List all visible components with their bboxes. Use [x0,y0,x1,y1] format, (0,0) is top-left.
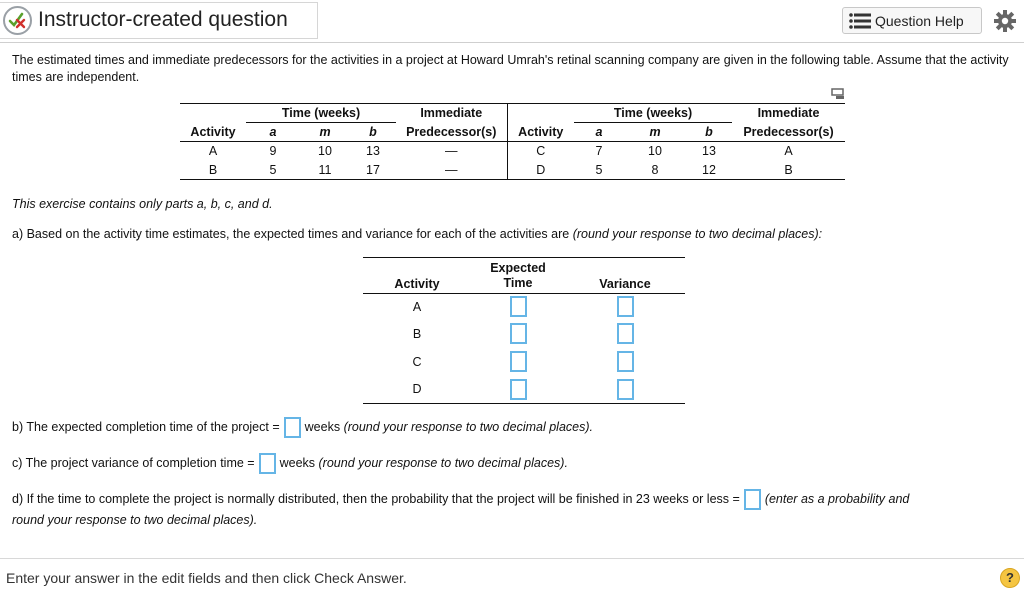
col-m-left: m [319,125,331,139]
part-a-text [12,227,822,241]
expected-time-input-a[interactable] [510,296,527,317]
a-cell: 9 [269,144,277,159]
question-help-label: Question Help [875,12,964,29]
table-row [363,294,685,320]
probability-input[interactable] [744,489,761,510]
time-header-right: Time (weeks) [574,104,732,123]
col-a-right: a [595,125,603,139]
part-b-question: b) The expected completion time of the project = [12,419,280,434]
part-d-question: d) If the time to complete the project is normally distributed, then the probability that the project will be finished in 23 weeks or less = [12,491,740,506]
table-row [363,320,685,348]
col-b-left: b [369,125,377,139]
m-cell: 10 [648,144,662,159]
pred-cell: A [784,144,793,159]
question-header [0,0,1024,43]
question-prompt: The estimated times and immediate predecessors for the activities in a project at Howard Umrah's retinal scanning company are given in the following table. Assume that the activity times are independent. [12,53,1009,84]
part-b-unit: weeks [304,419,341,434]
pred-cell: B [784,162,793,177]
variance-input-b[interactable] [617,323,634,344]
pred-subheader-left: Predecessor(s) [406,124,497,139]
variance-input-c[interactable] [617,351,634,372]
question-help-button[interactable] [842,7,982,34]
table-row [363,348,685,376]
activity-cell: C [507,142,574,161]
table-row [180,161,845,180]
table-row [363,376,685,404]
part-c-question: c) The project variance of completion time = [12,455,255,470]
activity-cell: D [507,161,574,180]
expected-time-input-c[interactable] [510,351,527,372]
part-a-hint: (round your response to two decimal places): [572,227,823,241]
b-cell: 17 [366,162,380,177]
b-cell: 13 [366,144,380,159]
answer-activity-header: Activity [394,277,440,291]
part-c-unit: weeks [279,455,316,470]
gear-icon[interactable] [993,9,1017,33]
project-variance-input[interactable] [259,453,276,474]
help-badge-icon[interactable]: ? [1000,568,1020,588]
activity-header-right: Activity [507,123,574,142]
table-row [180,142,845,161]
pred-cell: — [445,162,458,177]
exercise-note: This exercise contains only parts a, b, c, and d. [12,197,273,211]
col-b-right: b [705,125,713,139]
part-b-hint: (round your response to two decimal places). [343,419,593,434]
pred-subheader-right: Predecessor(s) [743,124,834,139]
col-a-left: a [269,125,277,139]
activity-data-table [180,103,845,180]
a-cell: 5 [595,162,603,177]
expected-header-line1: Expected [490,261,546,275]
answer-activity-cell: B [412,326,422,341]
part-d-hint-2: round your response to two decimal places). [12,513,258,527]
expand-table-icon[interactable] [831,88,845,100]
expected-time-input-b[interactable] [510,323,527,344]
part-b [12,417,593,438]
m-cell: 10 [318,144,332,159]
pred-header-left: Immediate [420,106,483,121]
footer [0,558,1024,593]
activity-cell: B [208,162,218,177]
question-status-icon [3,6,32,35]
answer-activity-cell: D [412,382,422,397]
pred-cell: — [445,144,458,159]
m-cell: 11 [318,162,332,177]
activity-cell: A [208,144,218,159]
expected-completion-input[interactable] [284,417,301,438]
part-d-hint-1: (enter as a probability and [764,491,910,506]
b-cell: 13 [702,144,716,159]
list-icon [849,13,871,29]
a-cell: 5 [269,162,277,177]
variance-input-a[interactable] [617,296,634,317]
time-header-left: Time (weeks) [246,104,396,123]
variance-input-d[interactable] [617,379,634,400]
variance-header: Variance [599,277,651,291]
page-title: Instructor-created question [38,8,288,31]
activity-header-left: Activity [190,124,236,139]
part-c-hint: (round your response to two decimal places). [318,455,568,470]
footer-instruction: Enter your answer in the edit fields and then click Check Answer. [6,570,407,586]
a-cell: 7 [595,144,603,159]
expected-header-line2: Time [503,276,533,290]
answer-activity-cell: C [412,354,422,369]
m-cell: 8 [651,162,659,177]
b-cell: 12 [702,162,716,177]
expected-time-header [471,258,565,294]
answer-activity-cell: A [412,299,422,314]
pred-header-right: Immediate [757,106,820,121]
expected-time-input-d[interactable] [510,379,527,400]
part-d [12,489,909,510]
col-m-right: m [649,125,661,139]
part-c [12,453,568,474]
answer-table [363,257,685,404]
part-a-question: a) Based on the activity time estimates, the expected times and variance for each of the activities are [12,227,573,241]
